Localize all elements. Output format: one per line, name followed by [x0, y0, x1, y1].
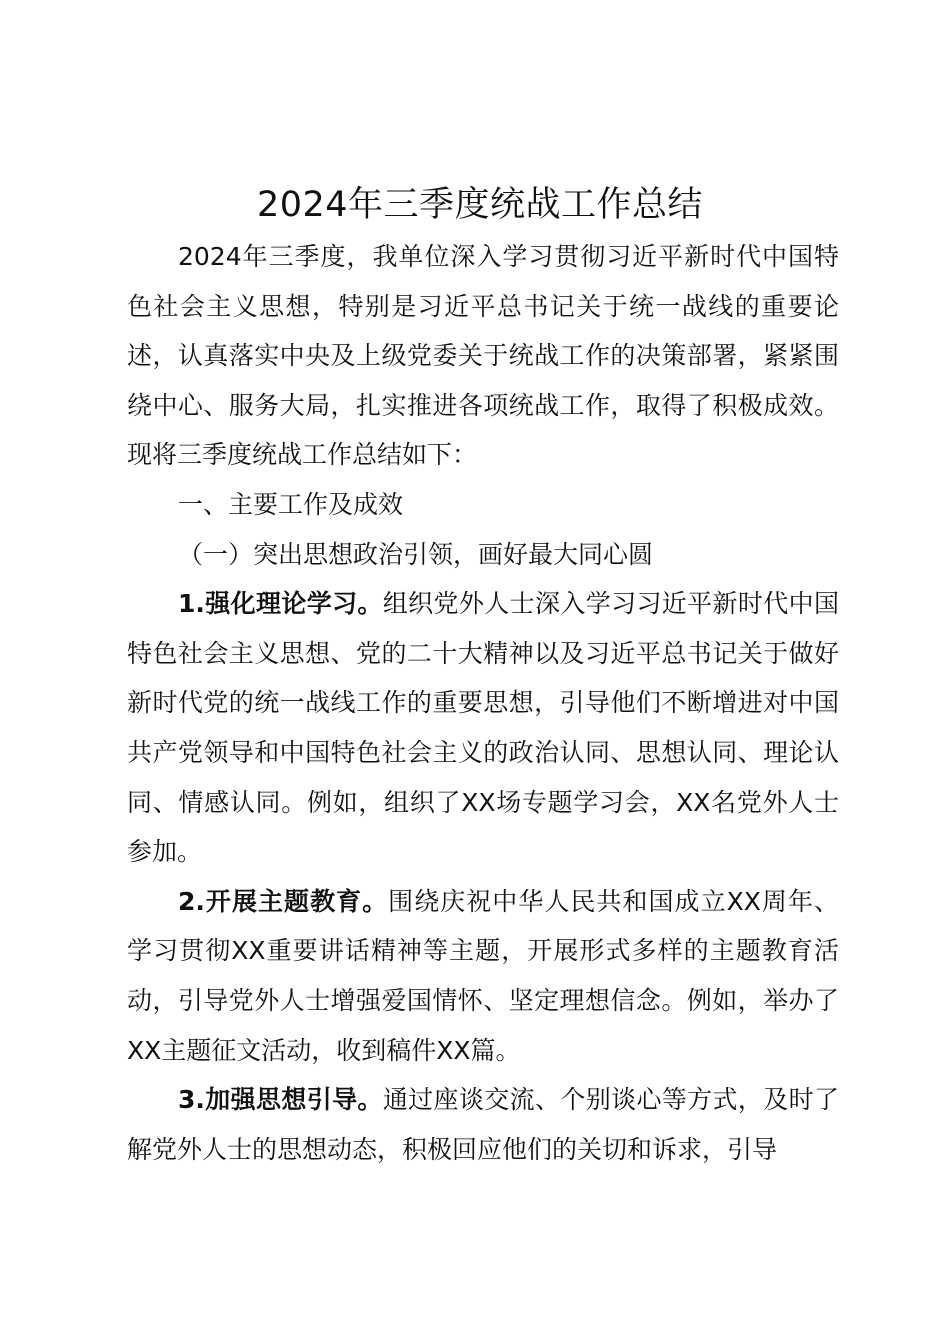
item-paragraph-1 [127, 579, 839, 877]
item-lead-3: 3.加强思想引导。 [178, 1085, 383, 1115]
item-lead-2: 2.开展主题教育。 [178, 886, 389, 916]
intro-paragraph: 2024年三季度，我单位深入学习贯彻习近平新时代中国特色社会主义思想，特别是习近平总书记关于统一战线的重要论述，认真落实中央及上级党委关于统战工作的决策部署，紧紧围绕中心、服务大局，扎实推进各项统战工作，取得了积极成效。现将三季度统战工作总结如下： [127, 242, 839, 470]
item-paragraph-2 [127, 877, 839, 1075]
document-title: 2024年三季度统战工作总结 [256, 185, 704, 225]
section-heading: 一、主要工作及成效 [178, 489, 404, 519]
item-text-3: 通过座谈交流、个别谈心等方式，及时了解党外人士的思想动态，积极回应他们的关切和诉求，引导 [127, 1085, 839, 1164]
item-text-2: 围绕庆祝中华人民共和国成立XX周年、学习贯彻XX重要讲话精神等主题，开展形式多样的主题教育活动，引导党外人士增强爱国情怀、坚定理想信念。例如，举办了XX主题征文活动，收到稿件XX篇。 [127, 886, 839, 1065]
item-lead-1: 1.强化理论学习。 [178, 589, 383, 619]
item-paragraph-3 [127, 1075, 839, 1174]
document-body [127, 232, 839, 1174]
subsection-heading: （一）突出思想政治引领，画好最大同心圆 [178, 539, 654, 569]
item-text-1: 组织党外人士深入学习习近平新时代中国特色社会主义思想、党的二十大精神以及习近平总书记关于做好新时代党的统一战线工作的重要思想，引导他们不断增进对中国共产党领导和中国特色社会主义的政治认同、思想认同、理论认同、情感认同。例如，组织了XX场专题学习会，XX名党外人士参加。 [127, 589, 839, 867]
